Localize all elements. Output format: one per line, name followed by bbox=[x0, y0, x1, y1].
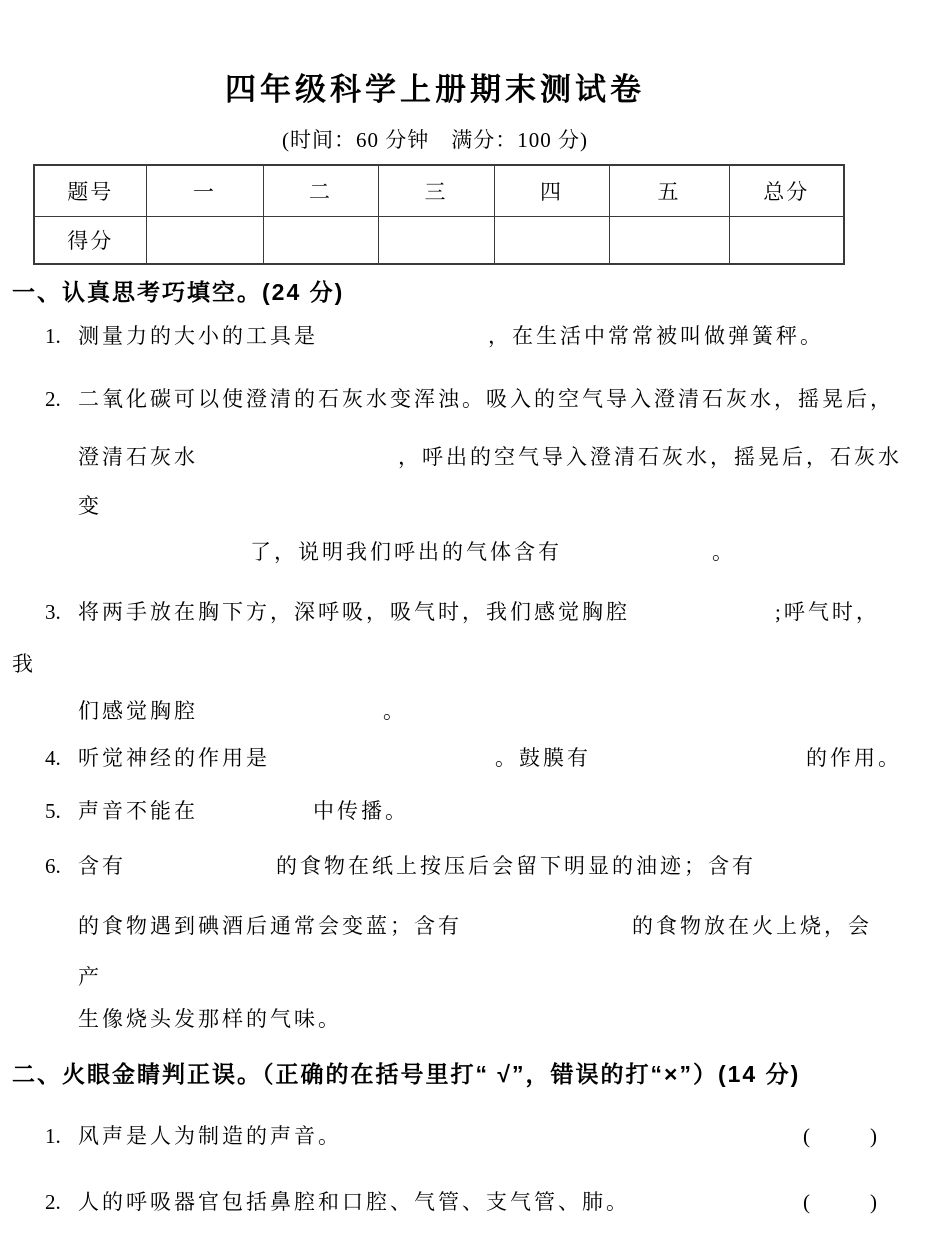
question-number: 4. bbox=[45, 746, 61, 770]
exam-time-score-line: (时间：60 分钟 满分：100 分) bbox=[282, 128, 588, 152]
score-table-label-score: 得分 bbox=[34, 217, 146, 265]
answer-blank[interactable] bbox=[270, 764, 495, 765]
fill-question-line bbox=[45, 850, 756, 880]
question-text: 变 bbox=[78, 494, 102, 518]
answer-blank[interactable] bbox=[318, 342, 488, 343]
answer-blank[interactable] bbox=[198, 717, 383, 718]
question-text: 。 bbox=[383, 699, 407, 723]
question-text: 我 bbox=[12, 652, 36, 676]
score-cell-empty[interactable] bbox=[729, 217, 844, 265]
question-text: 。 bbox=[712, 540, 736, 564]
answer-blank[interactable] bbox=[462, 932, 632, 933]
score-table-col-5: 五 bbox=[609, 165, 729, 217]
question-text: 们感觉胸腔 bbox=[78, 699, 198, 723]
question-text: 二氧化碳可以使澄清的石灰水变浑浊。吸入的空气导入澄清石灰水，摇晃后， bbox=[78, 387, 894, 411]
score-table-col-4: 四 bbox=[494, 165, 609, 217]
question-number: 6. bbox=[45, 854, 61, 878]
fill-question-line bbox=[78, 961, 102, 991]
score-cell-empty[interactable] bbox=[146, 217, 263, 265]
answer-blank[interactable] bbox=[198, 817, 313, 818]
section2-heading: 二、火眼金睛判正误。（正确的在括号里打“ √”，错误的打“×”）(14 分) bbox=[12, 1061, 801, 1087]
question-text: 中传播。 bbox=[313, 799, 409, 823]
answer-blank[interactable] bbox=[630, 618, 775, 619]
answer-blank[interactable] bbox=[198, 463, 398, 464]
fill-question-line bbox=[45, 383, 894, 413]
score-table-col-2: 二 bbox=[263, 165, 378, 217]
question-text: ;呼气时， bbox=[775, 600, 880, 624]
score-table-label-question-no: 题号 bbox=[34, 165, 146, 217]
question-text: 人的呼吸器官包括鼻腔和口腔、气管、支气管、肺。 bbox=[78, 1190, 630, 1214]
fill-question-line bbox=[12, 648, 36, 678]
score-cell-empty[interactable] bbox=[378, 217, 494, 265]
fill-question-line bbox=[45, 320, 824, 350]
fill-question-line bbox=[45, 795, 409, 825]
question-number: 1. bbox=[45, 324, 61, 348]
fill-question-line bbox=[45, 596, 880, 626]
question-text: 的食物放在火上烧，会 bbox=[632, 914, 872, 938]
question-text: ，呼出的空气导入澄清石灰水，摇晃后，石灰水 bbox=[398, 445, 902, 469]
question-text: 声音不能在 bbox=[78, 799, 198, 823]
question-text: 澄清石灰水 bbox=[78, 445, 198, 469]
question-text: 的作用。 bbox=[806, 746, 902, 770]
fill-question-line bbox=[78, 490, 102, 520]
question-text: 产 bbox=[78, 965, 102, 989]
fill-question-line bbox=[45, 742, 902, 772]
question-number: 1. bbox=[45, 1124, 61, 1148]
page-title: 四年级科学上册期末测试卷 bbox=[225, 72, 645, 107]
score-cell-empty[interactable] bbox=[609, 217, 729, 265]
section1-heading: 一、认真思考巧填空。(24 分) bbox=[12, 279, 345, 305]
score-table-col-total: 总分 bbox=[729, 165, 844, 217]
fill-question-line bbox=[78, 1003, 342, 1033]
answer-blank[interactable] bbox=[126, 872, 276, 873]
fill-question-line bbox=[78, 695, 407, 725]
question-text: 将两手放在胸下方，深呼吸，吸气时，我们感觉胸腔 bbox=[78, 600, 630, 624]
score-table-header-row bbox=[34, 165, 844, 217]
question-number: 5. bbox=[45, 799, 61, 823]
question-text: 听觉神经的作用是 bbox=[78, 746, 270, 770]
question-text: 的食物遇到碘酒后通常会变蓝；含有 bbox=[78, 914, 462, 938]
score-cell-empty[interactable] bbox=[263, 217, 378, 265]
fill-question-line bbox=[78, 910, 872, 940]
question-text: 风声是人为制造的声音。 bbox=[78, 1124, 342, 1148]
question-text: ，在生活中常常被叫做弹簧秤。 bbox=[488, 324, 824, 348]
score-cell-empty[interactable] bbox=[494, 217, 609, 265]
answer-blank[interactable] bbox=[562, 558, 712, 559]
score-table-score-row bbox=[34, 217, 844, 265]
score-table bbox=[33, 164, 845, 265]
question-text: 含有 bbox=[78, 854, 126, 878]
judge-question-line bbox=[45, 1120, 883, 1150]
score-table-col-3: 三 bbox=[378, 165, 494, 217]
answer-bracket[interactable]: ( ) bbox=[803, 1124, 883, 1148]
answer-blank[interactable] bbox=[591, 764, 806, 765]
judge-question-line bbox=[45, 1186, 883, 1216]
fill-question-line bbox=[250, 536, 736, 566]
question-text: 的食物在纸上按压后会留下明显的油迹；含有 bbox=[276, 854, 756, 878]
question-text: 了，说明我们呼出的气体含有 bbox=[250, 540, 562, 564]
question-number: 3. bbox=[45, 600, 61, 624]
answer-bracket[interactable]: ( ) bbox=[803, 1190, 883, 1214]
question-number: 2. bbox=[45, 1190, 61, 1214]
question-text: 。鼓膜有 bbox=[495, 746, 591, 770]
fill-question-line bbox=[78, 441, 902, 471]
question-text: 测量力的大小的工具是 bbox=[78, 324, 318, 348]
question-text: 生像烧头发那样的气味。 bbox=[78, 1007, 342, 1031]
score-table-col-1: 一 bbox=[146, 165, 263, 217]
question-number: 2. bbox=[45, 387, 61, 411]
